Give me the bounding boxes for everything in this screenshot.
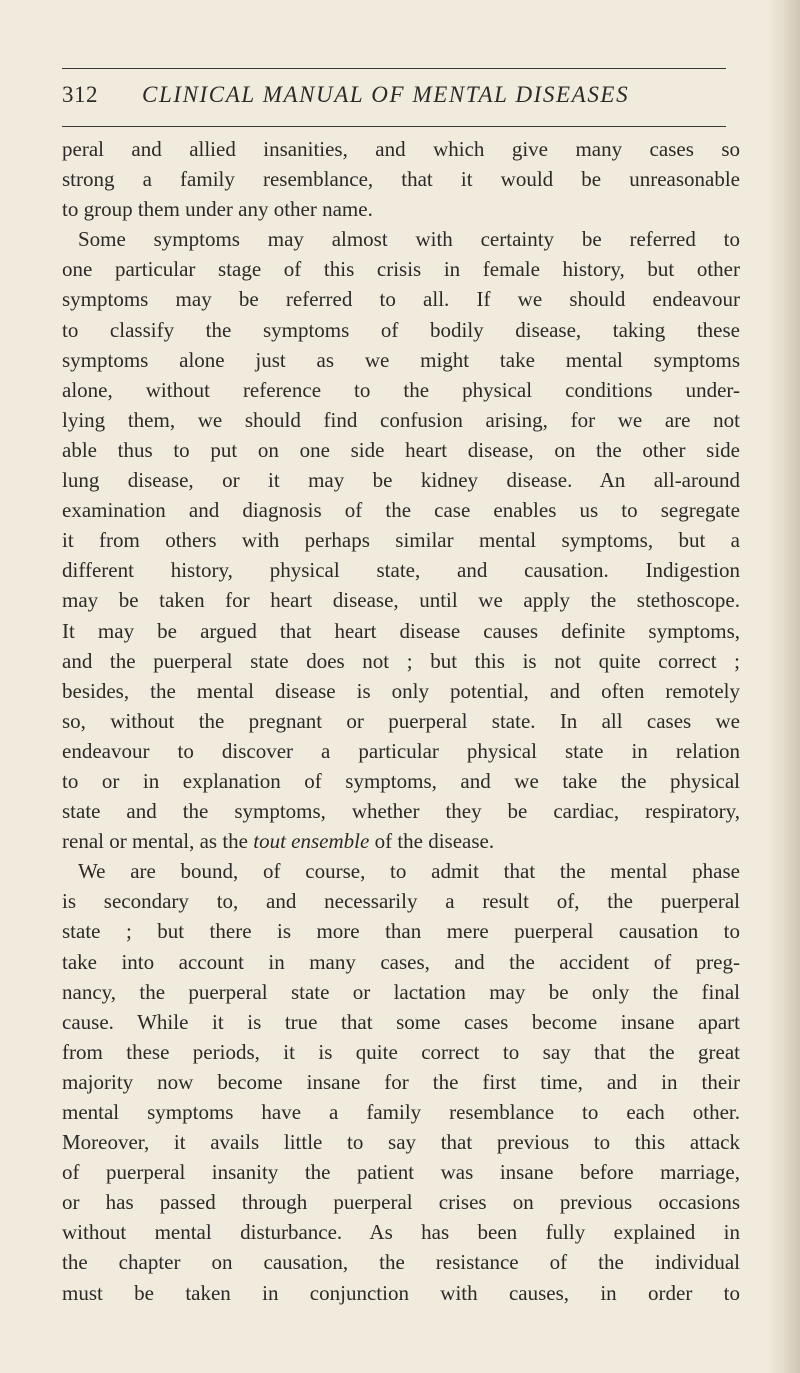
text-line: from these periods, it is quite correct to say that the great (62, 1039, 740, 1064)
text-line: symptoms alone just as we might take mental symptoms (62, 347, 740, 372)
text-line: nancy, the puerperal state or lactation may be only the final (62, 979, 740, 1004)
text-line: able thus to put on one side heart disease, on the other side (62, 437, 740, 462)
running-title: CLINICAL MANUAL OF MENTAL DISEASES (142, 82, 630, 107)
text-fragment: renal or mental, as the (62, 829, 254, 854)
text-line: lying them, we should find confusion arising, for we are not (62, 407, 740, 432)
text-line: Some symptoms may almost with certainty be referred to (78, 227, 740, 252)
text-line: one particular stage of this crisis in female history, but other (62, 257, 740, 282)
text-line: besides, the mental disease is only potential, and often remotely (62, 678, 740, 703)
text-line: it from others with perhaps similar mental symptoms, but a (62, 528, 740, 553)
running-header (62, 82, 742, 118)
header-rule-top (62, 68, 726, 69)
text-line: examination and diagnosis of the case enables us to segregate (62, 498, 740, 523)
text-line-mixed (62, 826, 740, 856)
text-line: may be taken for heart disease, until we apply the stethoscope. (62, 588, 740, 613)
text-line: majority now become insane for the first time, and in their (62, 1069, 740, 1094)
text-line: must be taken in conjunction with causes, in order to (62, 1280, 740, 1305)
page-edge-shadow (766, 0, 800, 1373)
text-line: mental symptoms have a family resemblance to each other. (62, 1100, 740, 1124)
text-line: take into account in many cases, and the accident of preg- (62, 949, 740, 974)
text-line: of puerperal insanity the patient was insane before marriage, (62, 1160, 740, 1185)
text-line: is secondary to, and necessarily a result of, the puerperal (62, 889, 740, 914)
text-line: Moreover, it avails little to say that previous to this attack (62, 1130, 740, 1155)
body-text (62, 134, 740, 1308)
text-line: It may be argued that heart disease causes definite symptoms, (62, 618, 740, 643)
text-line: or has passed through puerperal crises on previous occasions (62, 1190, 740, 1215)
text-line: strong a family resemblance, that it would be unreasonable (62, 167, 740, 192)
text-line: state ; but there is more than mere puerperal causation to (62, 919, 740, 944)
text-line: and the puerperal state does not ; but this is not quite correct ; (62, 648, 740, 673)
text-line: alone, without reference to the physical conditions under- (62, 377, 740, 402)
text-line: different history, physical state, and causation. Indigestion (62, 558, 740, 583)
italic-phrase: tout ensemble (253, 829, 370, 854)
text-line: We are bound, of course, to admit that the mental phase (78, 859, 740, 884)
text-line: cause. While it is true that some cases become insane apart (62, 1009, 740, 1034)
text-line: peral and allied insanities, and which give many cases so (62, 137, 740, 161)
text-line: the chapter on causation, the resistance of the individual (62, 1250, 740, 1275)
page-number: 312 (62, 82, 98, 107)
text-line: to classify the symptoms of bodily disease, taking these (62, 317, 740, 342)
text-fragment: of the disease. (374, 829, 495, 854)
text-line: so, without the pregnant or puerperal state. In all cases we (62, 708, 740, 733)
text-line: to group them under any other name. (62, 197, 373, 222)
text-line: lung disease, or it may be kidney disease. An all-around (62, 468, 740, 493)
header-rule-bottom (62, 126, 726, 127)
text-line: without mental disturbance. As has been fully explained in (62, 1220, 740, 1245)
text-line: to or in explanation of symptoms, and we take the physical (62, 768, 740, 793)
text-line: symptoms may be referred to all. If we should endeavour (62, 287, 740, 312)
text-line: state and the symptoms, whether they be cardiac, respiratory, (62, 799, 740, 824)
text-line: endeavour to discover a particular physical state in relation (62, 738, 740, 763)
